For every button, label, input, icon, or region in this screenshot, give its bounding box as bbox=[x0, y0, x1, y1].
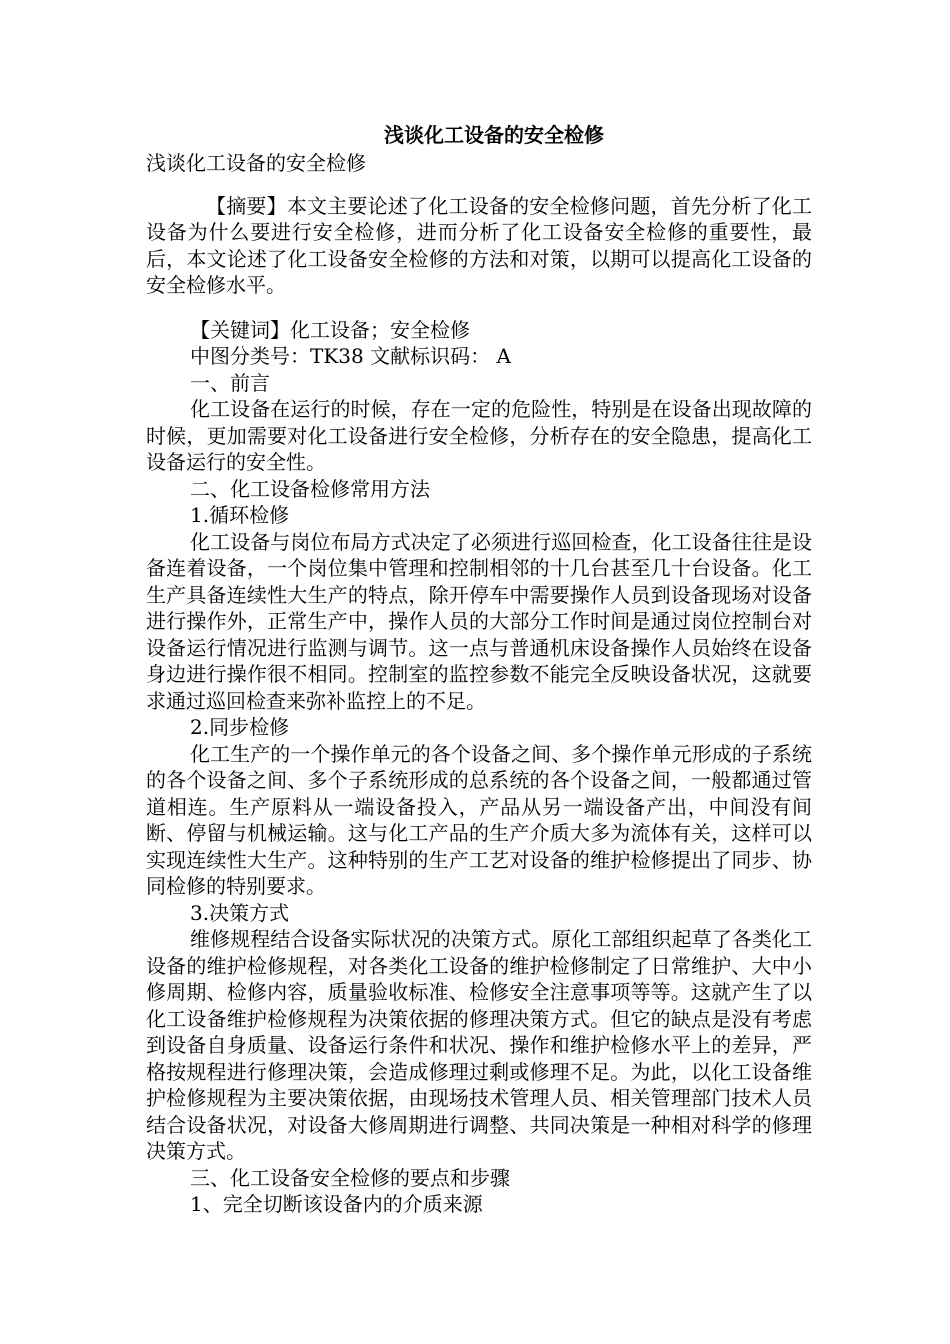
document-title: 浅谈化工设备的安全检修 bbox=[384, 123, 604, 147]
subsection-heading-decision: 3.决策方式 bbox=[190, 900, 290, 925]
decision-method-paragraph: 维修规程结合设备实际状况的决策方式。原化工部组织起草了各类化工设备的维护检修规程，对各类化工设备的维护检修制定了日常维护、大中小修周期、检修内容，质量验收标准、检修安全注意事项等等。这就产生了以化工设备维护检修规程为决策依据的修理决策方式。但它的缺点是没有考虑到设备自身质量、设备运行条件和状况、操作和维护检修水平上的差异，严格按规程进行修理决策，会造成修理过剩或修理不足。为此，以化工设备维护检修规程为主要决策依据，由现场技术管理人员、相关管理部门技术人员结合设备状况，对设备大修周期进行调整、共同决策是一种相对科学的修理决策方式。 bbox=[146, 927, 812, 1163]
section-heading-methods: 二、化工设备检修常用方法 bbox=[190, 476, 430, 501]
section-heading-preface: 一、前言 bbox=[190, 370, 270, 395]
document-page bbox=[146, 120, 812, 1218]
synchronous-maintenance-paragraph: 化工生产的一个操作单元的各个设备之间、多个操作单元形成的子系统的各个设备之间、多个子系统形成的总系统的各个设备之间，一般都通过管道相连。生产原料从一端设备投入，产品从另一端设备产出，中间没有间断、停留与机械运输。这与化工产品的生产介质大多为流体有关，这样可以实现连续性大生产。这种特别的生产工艺对设备的维护检修提出了同步、协同检修的特别要求。 bbox=[146, 741, 812, 898]
section-heading-key-points: 三、化工设备安全检修的要点和步骤 bbox=[190, 1165, 510, 1190]
abstract-paragraph: 【摘要】本文主要论述了化工设备的安全检修问题，首先分析了化工设备为什么要进行安全检修，进而分析了化工设备安全检修的重要性，最后，本文论述了化工设备安全检修的方法和对策，以期可以提高化工设备的安全检修水平。 bbox=[146, 193, 812, 297]
subsection-heading-cyclic: 1.循环检修 bbox=[190, 503, 290, 527]
subsection-heading-cut-off: 1、完全切断该设备内的介质来源 bbox=[190, 1192, 483, 1216]
classification-line: 中图分类号：TK38 文献标识码： A bbox=[190, 344, 511, 368]
document-subtitle: 浅谈化工设备的安全检修 bbox=[146, 151, 366, 175]
preface-paragraph: 化工设备在运行的时候，存在一定的危险性，特别是在设备出现故障的时候，更加需要对化工设备进行安全检修，分析存在的安全隐患，提高化工设备运行的安全性。 bbox=[146, 397, 812, 474]
cyclic-maintenance-paragraph: 化工设备与岗位布局方式决定了必须进行巡回检查，化工设备往往是设备连着设备，一个岗位集中管理和控制相邻的十几台甚至几十台设备。化工生产具备连续性大生产的特点，除开停车中需要操作人员到设备现场对设备进行操作外，正常生产中，操作人员的大部分工作时间是通过岗位控制台对设备运行情况进行监测与调节。这一点与普通机床设备操作人员始终在设备身边进行操作很不相同。控制室的监控参数不能完全反映设备状况，这就要求通过巡回检查来弥补监控上的不足。 bbox=[146, 529, 812, 713]
subsection-heading-synchronous: 2.同步检修 bbox=[190, 715, 290, 739]
keywords-line: 【关键词】化工设备；安全检修 bbox=[190, 317, 470, 342]
